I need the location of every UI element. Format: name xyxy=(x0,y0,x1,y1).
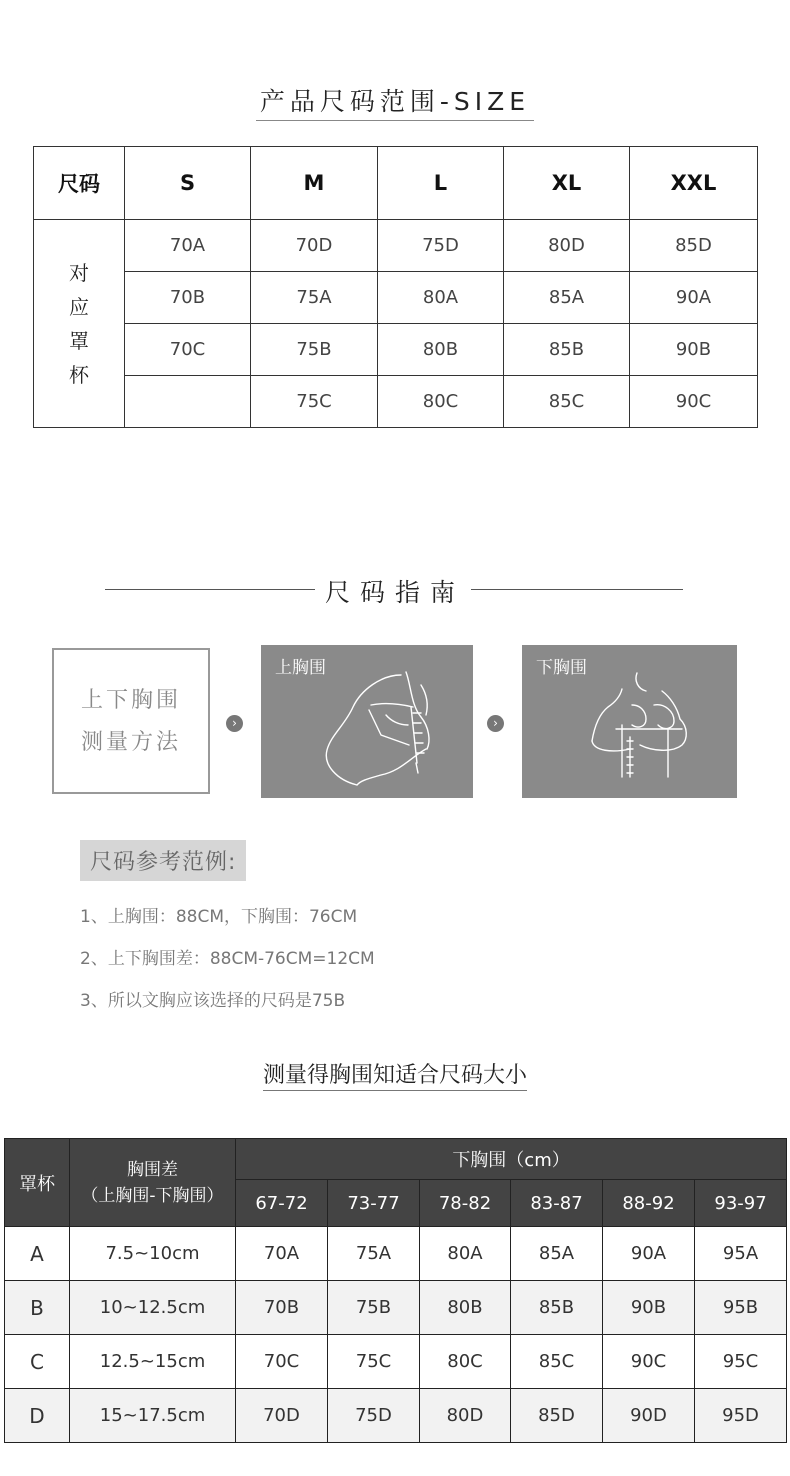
cup-label-char: 杯 xyxy=(69,362,89,387)
bust-diff: 15~17.5cm xyxy=(70,1389,236,1443)
cup-label-char: 应 xyxy=(69,294,89,319)
col-cup-header: 罩杯 xyxy=(5,1139,70,1227)
table-cell: 70B xyxy=(236,1281,328,1335)
table-cell: 70C xyxy=(125,324,251,376)
table-cell: 70D xyxy=(236,1389,328,1443)
size-guide-title: 尺码指南 xyxy=(0,573,790,609)
table-cell: 70A xyxy=(125,220,251,272)
underbust-range: 78-82 xyxy=(420,1180,511,1227)
underbust-range: 83-87 xyxy=(511,1180,603,1227)
table-cell: 85D xyxy=(511,1389,603,1443)
table-cell: 80A xyxy=(420,1227,511,1281)
table-cell: 75B xyxy=(251,324,378,376)
panel-label: 上胸围 xyxy=(275,658,326,678)
size-header-cell: S xyxy=(125,147,251,220)
table-cell: 85D xyxy=(630,220,758,272)
size-range-title: 产品尺码范围-SIZE xyxy=(0,82,790,121)
table-row xyxy=(5,1227,787,1281)
table-cell: 95B xyxy=(695,1281,787,1335)
cup-label-char: 罩 xyxy=(69,328,89,353)
size-header-cell: M xyxy=(251,147,378,220)
table-cell: 85C xyxy=(511,1335,603,1389)
table-row xyxy=(34,272,758,324)
table-row xyxy=(34,376,758,428)
size-header-row xyxy=(34,147,758,220)
underbust-range: 67-72 xyxy=(236,1180,328,1227)
table-row xyxy=(5,1335,787,1389)
cup-header-row xyxy=(5,1139,787,1180)
arrow-right-icon: › xyxy=(487,715,504,732)
cup-letter: A xyxy=(5,1227,70,1281)
size-header-label: 尺码 xyxy=(34,147,125,220)
table-cell: 75D xyxy=(378,220,504,272)
upper-bust-measure-icon xyxy=(261,645,473,798)
bust-diff: 12.5~15cm xyxy=(70,1335,236,1389)
table-cell: 80D xyxy=(420,1389,511,1443)
cup-size-table xyxy=(4,1138,787,1443)
table-row xyxy=(34,220,758,272)
table-cell: 90B xyxy=(603,1281,695,1335)
table-row xyxy=(5,1389,787,1443)
reference-line: 1、上胸围：88CM，下胸围：76CM xyxy=(80,907,358,927)
table-cell: 70A xyxy=(236,1227,328,1281)
table-cell: 85B xyxy=(511,1281,603,1335)
table-cell: 75A xyxy=(328,1227,420,1281)
table-cell: 80B xyxy=(420,1281,511,1335)
diff-header-line: 胸围差 xyxy=(127,1159,178,1180)
table-cell: 85A xyxy=(511,1227,603,1281)
table-cell xyxy=(125,376,251,428)
size-range-table xyxy=(33,146,758,428)
bust-diff: 10~12.5cm xyxy=(70,1281,236,1335)
size-header-cell: XXL xyxy=(630,147,758,220)
cup-letter: D xyxy=(5,1389,70,1443)
table-cell: 90D xyxy=(603,1389,695,1443)
reference-example-heading: 尺码参考范例: xyxy=(80,840,246,881)
table-cell: 75C xyxy=(328,1335,420,1389)
underbust-range: 73-77 xyxy=(328,1180,420,1227)
cup-label-cell xyxy=(34,220,125,428)
under-bust-panel xyxy=(522,645,737,798)
reference-line: 3、所以文胸应该选择的尺码是75B xyxy=(80,991,346,1011)
table-cell: 80C xyxy=(378,376,504,428)
table-cell: 80B xyxy=(378,324,504,376)
table-cell: 80C xyxy=(420,1335,511,1389)
table-cell: 75C xyxy=(251,376,378,428)
bust-diff: 7.5~10cm xyxy=(70,1227,236,1281)
cup-label-char: 对 xyxy=(69,260,89,285)
upper-bust-panel xyxy=(261,645,473,798)
table-cell: 95D xyxy=(695,1389,787,1443)
size-header-cell: XL xyxy=(504,147,630,220)
diff-header-line: （上胸围-下胸围） xyxy=(81,1185,224,1206)
method-line: 测量方法 xyxy=(80,730,181,755)
table-cell: 70B xyxy=(125,272,251,324)
table-cell: 75B xyxy=(328,1281,420,1335)
table-cell: 95C xyxy=(695,1335,787,1389)
method-line: 上下胸围 xyxy=(80,688,181,713)
col-diff-header xyxy=(70,1139,236,1227)
cup-letter: B xyxy=(5,1281,70,1335)
reference-line: 2、上下胸围差：88CM-76CM=12CM xyxy=(80,949,375,969)
measure-method-box xyxy=(52,648,210,794)
table-cell: 90A xyxy=(630,272,758,324)
bust-fit-title: 测量得胸围知适合尺码大小 xyxy=(0,1058,790,1089)
table-cell: 85C xyxy=(504,376,630,428)
table-cell: 90C xyxy=(603,1335,695,1389)
panel-label: 下胸围 xyxy=(536,658,587,678)
size-header-cell: L xyxy=(378,147,504,220)
table-cell: 95A xyxy=(695,1227,787,1281)
table-cell: 80A xyxy=(378,272,504,324)
table-cell: 75A xyxy=(251,272,378,324)
underbust-header: 下胸围（cm） xyxy=(236,1139,787,1180)
underbust-range: 93-97 xyxy=(695,1180,787,1227)
table-cell: 80D xyxy=(504,220,630,272)
arrow-right-icon: › xyxy=(226,715,243,732)
under-bust-measure-icon xyxy=(522,645,737,798)
table-cell: 70D xyxy=(251,220,378,272)
table-cell: 90B xyxy=(630,324,758,376)
underbust-range: 88-92 xyxy=(603,1180,695,1227)
table-cell: 85A xyxy=(504,272,630,324)
cup-letter: C xyxy=(5,1335,70,1389)
table-cell: 75D xyxy=(328,1389,420,1443)
table-cell: 85B xyxy=(504,324,630,376)
table-row xyxy=(34,324,758,376)
table-cell: 90C xyxy=(630,376,758,428)
table-cell: 70C xyxy=(236,1335,328,1389)
table-row xyxy=(5,1281,787,1335)
table-cell: 90A xyxy=(603,1227,695,1281)
